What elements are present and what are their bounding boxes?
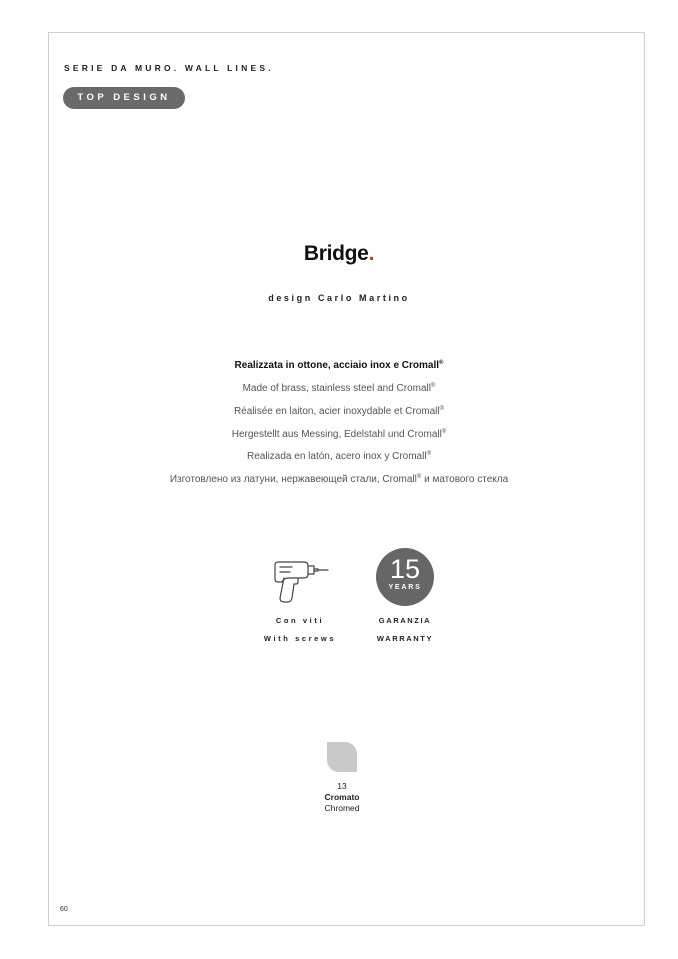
material-line-es: Realizada en latón, acero inox y Cromall® — [247, 451, 431, 462]
top-design-badge: TOP DESIGN — [63, 87, 185, 109]
warranty-label-en: WARRANTY — [376, 634, 434, 643]
page-number: 60 — [60, 906, 68, 913]
screws-label-it: Con viti — [275, 616, 325, 625]
finish-name-en: Chromed — [324, 803, 360, 813]
finish-name: Cromato — [324, 792, 360, 802]
finish-swatch — [327, 742, 357, 772]
material-line-en: Made of brass, stainless steel and Cromall® — [242, 383, 436, 394]
material-line-fr: Réalisée en laiton, acier inoxydable et Cromall® — [233, 406, 445, 417]
material-line-it: Realizzata in ottone, acciaio inox e Cromall® — [234, 360, 444, 371]
drill-icon — [270, 558, 332, 606]
material-line-ru: Изготовлено из латуни, нержавеющей стали, Cromall® и матового стекла — [169, 474, 509, 485]
warranty-badge — [376, 548, 434, 606]
warranty-years-unit: YEARS — [388, 584, 422, 591]
screws-label-en: With screws — [263, 634, 337, 643]
series-title: SERIE DA MURO. WALL LINES. — [64, 63, 274, 73]
product-name: Bridge — [303, 242, 369, 265]
warranty-years-number: 15 — [389, 554, 421, 584]
material-line-de: Hergestellt aus Messing, Edelstahl und Cromall® — [231, 429, 447, 440]
title-accent-dot: . — [368, 242, 375, 265]
warranty-label-it: GARANZIA — [378, 616, 432, 625]
product-title — [0, 242, 678, 266]
finish-code: 13 — [337, 781, 347, 791]
designer-credit: design Carlo Martino — [268, 293, 410, 303]
